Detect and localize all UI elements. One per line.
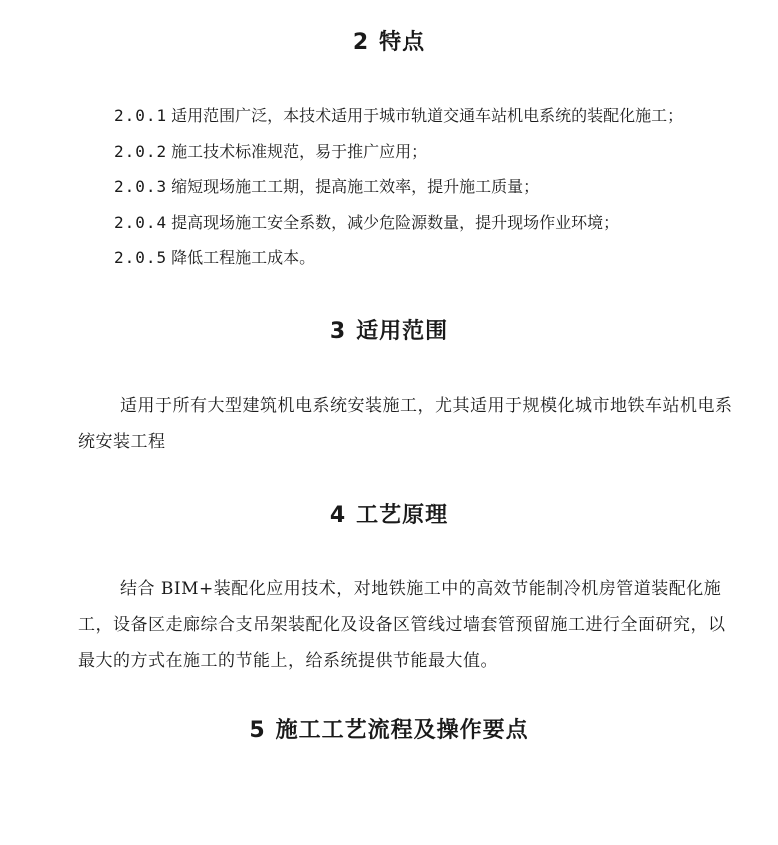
section-4-heading (0, 501, 778, 531)
list-item-2-0-2 (114, 140, 427, 164)
section-5-heading (0, 716, 778, 746)
section-3-title: 适用范围 (356, 319, 449, 344)
item-text: 提高现场施工安全系数，减少危险源数量，提升现场作业环境； (171, 213, 620, 232)
section-5-number: 5 (249, 718, 266, 743)
item-text: 施工技术标准规范，易于推广应用； (171, 142, 428, 161)
item-text: 适用范围广泛，本技术适用于城市轨道交通车站机电系统的装配化施工； (171, 106, 684, 125)
section-2-number: 2 (352, 30, 370, 55)
section-4-paragraph: 结合 BIM+装配化应用技术，对地铁施工中的高效节能制冷机房管道装配化施工，设备区走廊综合支吊架装配化及设备区管线过墙套管预留施工进行全面研究，以最大的方式在施工的节能上，给系统提供节能最大值。 (78, 579, 726, 671)
section-3-heading (0, 317, 778, 347)
item-code: 2.0.4 (114, 213, 168, 232)
list-item-2-0-5 (114, 246, 315, 270)
item-code: 2.0.1 (114, 106, 168, 125)
section-3-paragraph: 适用于所有大型建筑机电系统安装施工，尤其适用于规模化城市地铁车站机电系统安装工程 (78, 396, 733, 452)
section-5-title: 施工工艺流程及操作要点 (275, 718, 529, 743)
section-3-number: 3 (329, 319, 347, 344)
section-2-heading (0, 28, 778, 58)
item-text: 缩短现场施工工期，提高施工效率，提升施工质量； (171, 177, 540, 196)
section-2-title: 特点 (379, 30, 426, 55)
list-item-2-0-1 (114, 104, 683, 128)
item-code: 2.0.2 (114, 142, 168, 161)
item-code: 2.0.3 (114, 177, 168, 196)
item-code: 2.0.5 (114, 248, 168, 267)
list-item-2-0-3 (114, 175, 539, 199)
section-4-number: 4 (329, 503, 347, 528)
list-item-2-0-4 (114, 211, 619, 235)
item-text: 降低工程施工成本。 (171, 248, 316, 267)
section-4-title: 工艺原理 (356, 503, 449, 528)
